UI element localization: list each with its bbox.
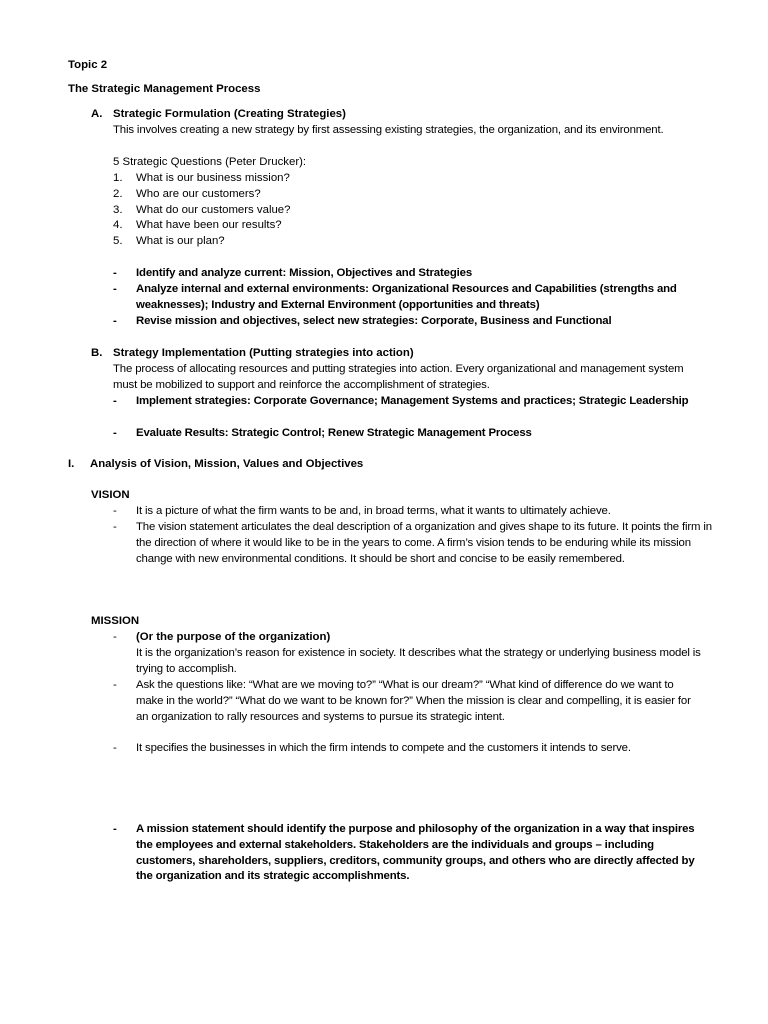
question-number: 5. (113, 235, 123, 247)
bullet-dash: - (113, 267, 117, 279)
question-text: What is our plan? (136, 235, 225, 247)
question-item (113, 218, 613, 234)
bullet-dash: - (113, 505, 117, 517)
bullet-text: Identify and analyze current: Mission, Objectives and Strategies (136, 267, 473, 279)
bullet-dash: - (113, 427, 117, 439)
bullet-text: Implement strategies: Corporate Governance; Management Systems and practices; Strategic Leadership (136, 395, 689, 407)
question-item (113, 203, 613, 219)
bullet-dash: - (113, 742, 117, 754)
question-number: 4. (113, 219, 123, 231)
section-b-bullet (113, 426, 698, 442)
section-a-bullet (113, 314, 713, 330)
vision-bullet (113, 520, 713, 567)
section-i-marker: I. (68, 458, 75, 470)
section-a-title: Strategic Formulation (Creating Strategies) (113, 108, 346, 120)
section-b-title: Strategy Implementation (Putting strategies into action) (113, 347, 414, 359)
bullet-dash: - (113, 521, 117, 533)
bullet-text: A mission statement should identify the purpose and philosophy of the organization in a way that inspires the employees and external stakeholders. Stakeholders are the individuals and groups – including customers, shareholders, suppliers, creditors, community groups, and others who are directly affected by the organization and its strategic accomplishments. (136, 823, 695, 883)
question-number: 3. (113, 204, 123, 216)
bullet-text: It specifies the businesses in which the firm intends to compete and the customers it intends to serve. (136, 742, 631, 754)
question-text: What is our business mission? (136, 172, 290, 184)
bullet-dash: - (113, 315, 117, 327)
question-text: Who are our customers? (136, 188, 261, 200)
section-a-heading (91, 107, 711, 123)
vision-bullet (113, 504, 713, 520)
bullet-text: (Or the purpose of the organization) (136, 631, 331, 643)
section-a-bullet (113, 266, 713, 282)
vision-heading: VISION (91, 489, 130, 501)
mission-heading: MISSION (91, 615, 140, 627)
bullet-dash: - (113, 395, 117, 407)
bullet-text: Evaluate Results: Strategic Control; Renew Strategic Management Process (136, 427, 532, 439)
section-a-marker: A. (91, 108, 103, 120)
mission-bullet (113, 741, 698, 757)
topic-label: Topic 2 (68, 59, 108, 71)
section-i-title: Analysis of Vision, Mission, Values and Objectives (90, 458, 364, 470)
question-item (113, 171, 613, 187)
bullet-dash: - (113, 631, 117, 643)
mission-bullet (113, 630, 698, 646)
bullet-text: Analyze internal and external environments: Organizational Resources and Capabilities (strengths and weaknesses); Industry and External Environment (opportunities and threats) (136, 283, 677, 311)
section-b-marker: B. (91, 347, 103, 359)
bullet-dash: - (113, 823, 117, 835)
mission-bullet (113, 678, 698, 725)
bullet-dash: - (113, 283, 117, 295)
bullet-text: Revise mission and objectives, select new strategies: Corporate, Business and Functional (136, 315, 612, 327)
question-item (113, 234, 613, 250)
page-title: The Strategic Management Process (68, 83, 261, 95)
mission-bullet-body: It is the organization’s reason for existence in society. It describes what the strategy or underlying business model is trying to accomplish. (136, 647, 701, 675)
bullet-text: Ask the questions like: “What are we moving to?” “What is our dream?” “What kind of difference do we want to make in the world?” “What do we want to be known for?” When the mission is clear and compelling, it is easier for an organization to rally resources and systems to pursue its strategic intent. (136, 679, 691, 723)
question-item (113, 187, 613, 203)
section-i-heading (68, 457, 708, 473)
question-text: What do our customers value? (136, 204, 291, 216)
question-number: 2. (113, 188, 123, 200)
section-a-bullet (113, 282, 713, 314)
section-b-bullet (113, 394, 698, 410)
section-b-description: The process of allocating resources and putting strategies into action. Every organizational and management system must be mobilized to support and reinforce the accomplishment of strategies. (113, 363, 684, 391)
bullet-text: It is a picture of what the firm wants to be and, in broad terms, what it wants to ultimately achieve. (136, 505, 611, 517)
question-number: 1. (113, 172, 123, 184)
question-text: What have been our results? (136, 219, 282, 231)
bullet-text: The vision statement articulates the deal description of a organization and gives shape to its future. It points the firm in the direction of where it would like to be in the years to come. A firm’s vision tends to be enduring while its mission change with new environmental conditions. It should be short and concise to be easily remembered. (136, 521, 712, 565)
mission-bullet (113, 822, 703, 885)
section-a-questions-intro: 5 Strategic Questions (Peter Drucker): (113, 156, 307, 168)
section-a-description: This involves creating a new strategy by first assessing existing strategies, the organization, and its environment. (113, 124, 664, 136)
bullet-dash: - (113, 679, 117, 691)
section-b-heading (91, 346, 711, 362)
